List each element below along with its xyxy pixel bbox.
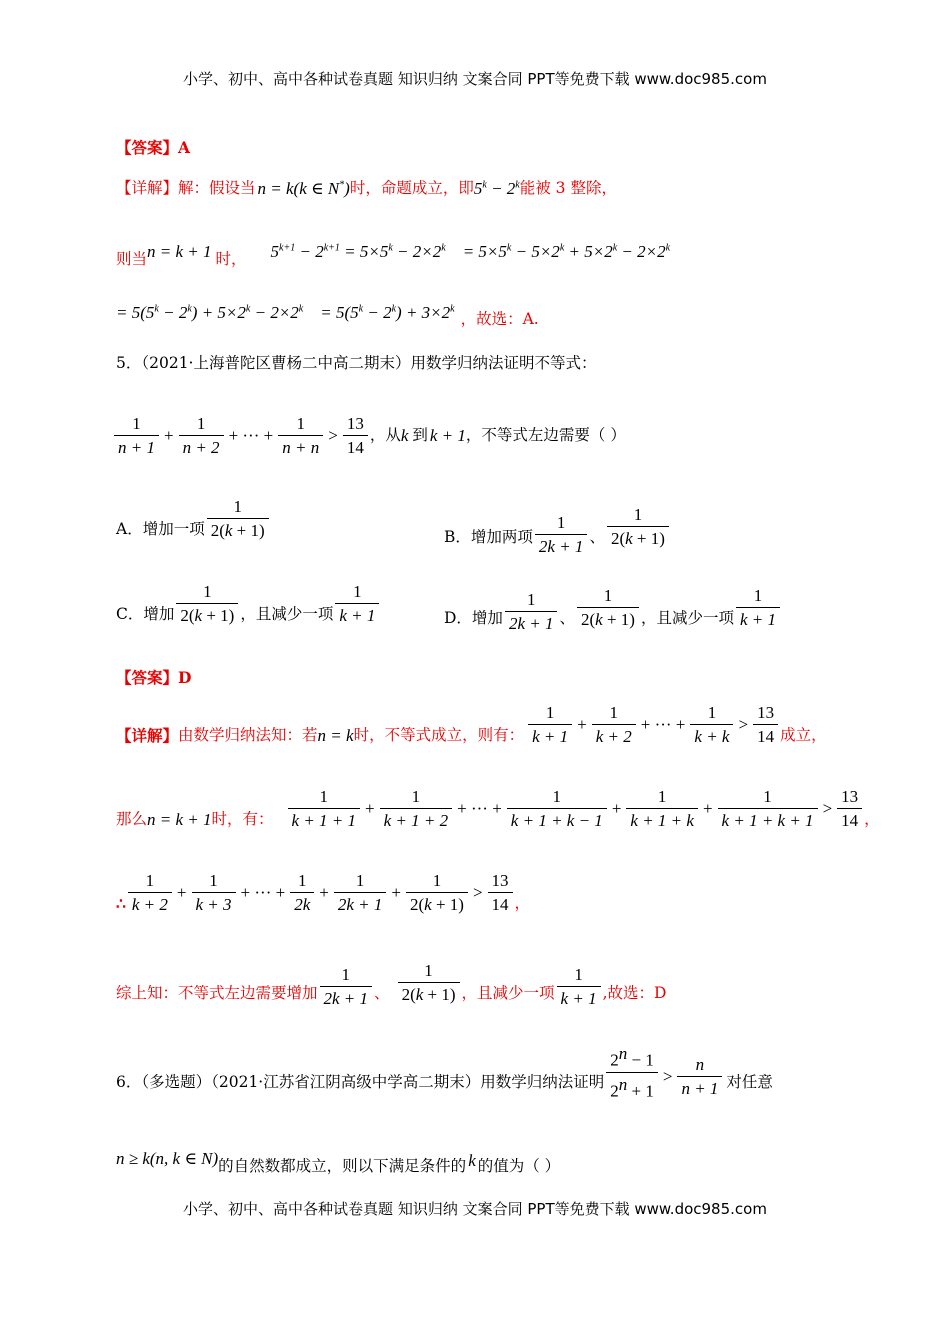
fraction: $\frac{1}{2k}$ [290,872,314,913]
page-header: 小学、初中、高中各种试卷真题 知识归纳 文案合同 PPT等免费下载 www.doc985.com [183,70,767,88]
formula-expansion-2: = $5(5^k - 2^k) + 5\times 2^k - 2\times 2^k$ = $5(5^k - 2^k) + 3\times 2^k$ [116,303,455,323]
option-a [116,498,271,539]
therefore-symbol: ∴ [116,893,126,913]
question-6-line-2: n ≥ k(n, k ∈ N) 的自然数都成立，则以下满足条件的 k 的值为（ ） [116,1149,561,1175]
text: 对任意 [726,1073,773,1092]
detail-text: 时，不等式成立，则有： [353,725,525,744]
text: ，且减少一项 [240,604,334,623]
fraction: $\frac{n}{n + 1}$ [677,1056,722,1097]
detail5-line-3: ∴ $\frac{1}{k + 2}$ + $\frac{1}{k + 3}$ + ··· + $\frac{1}{2k}$ + $\frac{1}{2k + 1}$ + $\frac{1}{2(k + 1)}$ > $\frac{13}{14}$ ， [116,871,531,914]
option-c-text: C．增加 [116,604,175,623]
detail-text: 成立， [780,725,827,744]
fraction: $\frac{1}{k + 1 + 2}$ [380,788,453,829]
fraction: $\frac{1}{k + k}$ [690,704,733,745]
fraction: $\frac{1}{2(k + 1)}$ [406,872,468,913]
detail-text: 时，命题成立，即 [349,178,474,197]
formula-expansion-1: $5^{k+1} - 2^{k+1} = 5\times 5^k - 2\times 2^k$ = $5\times 5^k - 5\times 2^k + 5\times 2^k - 2\times 2^k$ [270,242,671,262]
fraction: $\frac{1}{2k + 1}$ [505,591,558,632]
detail-line-3 [116,298,539,328]
text: ， [514,893,531,912]
formula-5k-2k: $5^k - 2^k$ [473,179,520,198]
detail5-line-1: 【详解】 由数学归纳法知：若 n = k 时，不等式成立，则有： $\frac{1}{k + 1}$ + $\frac{1}{k + 2}$ + ··· + $\frac{1}{k + k}$ > $\frac{13}{14}$ 成立， [116,703,827,746]
text: 、 [374,983,390,1002]
detail5-line-2: 那么 n = k + 1 时，有： $\frac{1}{k + 1 + 1}$ + $\frac{1}{k + 1 + 2}$ + ··· + $\frac{1}{k + 1 + k - 1}$ + $\frac{1}{k + 1 + k}$ + $\frac{1}{k + 1 + k + 1}$ > $\frac{13}{14}$ ， [116,787,880,830]
fraction: $\frac{13}{14}$ [837,788,862,829]
text: ，从 [369,425,401,444]
text: 的值为（ ） [477,1157,561,1175]
fraction: $\frac{1}{2(k + 1)}$ [398,962,460,1003]
fraction: $\frac{1}{k + 1 + k}$ [626,788,698,829]
fraction: $\frac{1}{2(k + 1)}$ [607,506,669,547]
text: ，且减少一项 [640,608,734,627]
fraction: $\frac{13}{14}$ [753,704,778,745]
fraction: $\frac{1}{n + n}$ [278,415,323,456]
detail-text: 那么 [116,809,148,828]
fraction: $\frac{1}{k + 1 + 1}$ [288,788,361,829]
fraction: $\frac{1}{k + 2}$ [592,704,636,745]
detail-text: ，故选：A. [460,310,539,328]
fraction: $\frac{2^n - 1}{2^n + 1}$ [606,1045,658,1099]
detail-text: 则当 [116,250,148,268]
question-6-stem: 6．（多选题）（2021·江苏省江阴高级中学高二期末）用数学归纳法证明 $\frac{2^n - 1}{2^n + 1}$ > $\frac{n}{n + 1}$ 对任意 [116,1044,773,1101]
detail-line-2 [116,236,670,268]
detail5-line-4 [116,958,666,1007]
formula-n-eq-k: n = k(k ∈ N*) [257,179,350,198]
fraction: $\frac{1}{k + 1 + k - 1}$ [507,788,607,829]
text: 、 [589,527,605,546]
option-d [444,583,782,632]
answer-label-d: 【答案】D [116,668,192,687]
fraction: $\frac{1}{k + 1 + k + 1}$ [718,788,818,829]
fraction: $\frac{13}{14}$ [343,415,368,456]
text: ， [864,809,880,828]
fraction: $\frac{1}{k + 1}$ [528,704,572,745]
fraction: $\frac{1}{2k + 1}$ [320,966,373,1007]
option-b-text: B．增加两项 [444,527,533,546]
fraction: $\frac{1}{k + 1}$ [736,587,780,628]
fraction: $\frac{1}{2(k + 1)}$ [207,498,269,539]
detail-text: 时，有： [211,809,274,828]
option-b [444,498,671,555]
fraction: $\frac{1}{n + 1}$ [114,415,159,456]
page-footer: 小学、初中、高中各种试卷真题 知识归纳 文案合同 PPT等免费下载 www.doc985.com [183,1200,767,1218]
fraction: $\frac{1}{2(k + 1)}$ [577,587,639,628]
answer-label-a: 【答案】A [116,138,191,157]
question-6-text: 6．（多选题）（2021·江苏省江阴高级中学高二期末）用数学归纳法证明 [116,1073,605,1092]
question-5-stem: 5．（2021·上海普陀区曹杨二中高二期末）用数学归纳法证明不等式： [116,354,597,372]
text: ，不等式左边需要（ ） [465,425,626,444]
option-a-text: A．增加一项 [116,519,205,538]
detail-text: ，且减少一项 [461,983,555,1002]
detail-line-1 [116,180,617,197]
detail-text: ,故选：D [602,983,667,1002]
fraction: $\frac{1}{2k + 1}$ [334,872,387,913]
fraction: $\frac{1}{k + 2}$ [128,872,172,913]
detail-text: 时， [215,250,247,268]
fraction: $\frac{13}{14}$ [488,872,513,913]
fraction: $\frac{1}{2k + 1}$ [535,514,588,555]
fraction: $\frac{1}{n + 2}$ [179,415,224,456]
option-d-text: D．增加 [444,608,503,627]
detail-text: 综上知：不等式左边需要增加 [116,983,318,1002]
fraction: $\frac{1}{2(k + 1)}$ [176,583,238,624]
question-5-inequality: $\frac{1}{n + 1}$ + $\frac{1}{n + 2}$ + ··· + $\frac{1}{n + n}$ > $\frac{13}{14}$ ，从 k 到 k + 1 ，不等式左边需要（ ） [112,415,626,456]
detail-label: 【详解】解：假设当 [116,178,256,197]
text: 到 [412,425,428,444]
formula-n-eq-k1: n = k + 1 [147,242,212,262]
text: 的自然数都成立，则以下满足条件的 [218,1157,467,1175]
fraction: $\frac{1}{k + 1}$ [557,966,601,1007]
detail-text: 能被 3 整除， [519,178,617,197]
fraction: $\frac{1}{k + 3}$ [192,872,236,913]
fraction: $\frac{1}{k + 1}$ [335,583,379,624]
option-c [116,583,381,624]
formula-n-ge-k: n ≥ k(n, k ∈ N) [116,1149,219,1169]
text: 、 [559,608,575,627]
detail-label: 【详解】 [116,725,179,745]
detail-text: 由数学归纳法知：若 [178,725,318,744]
